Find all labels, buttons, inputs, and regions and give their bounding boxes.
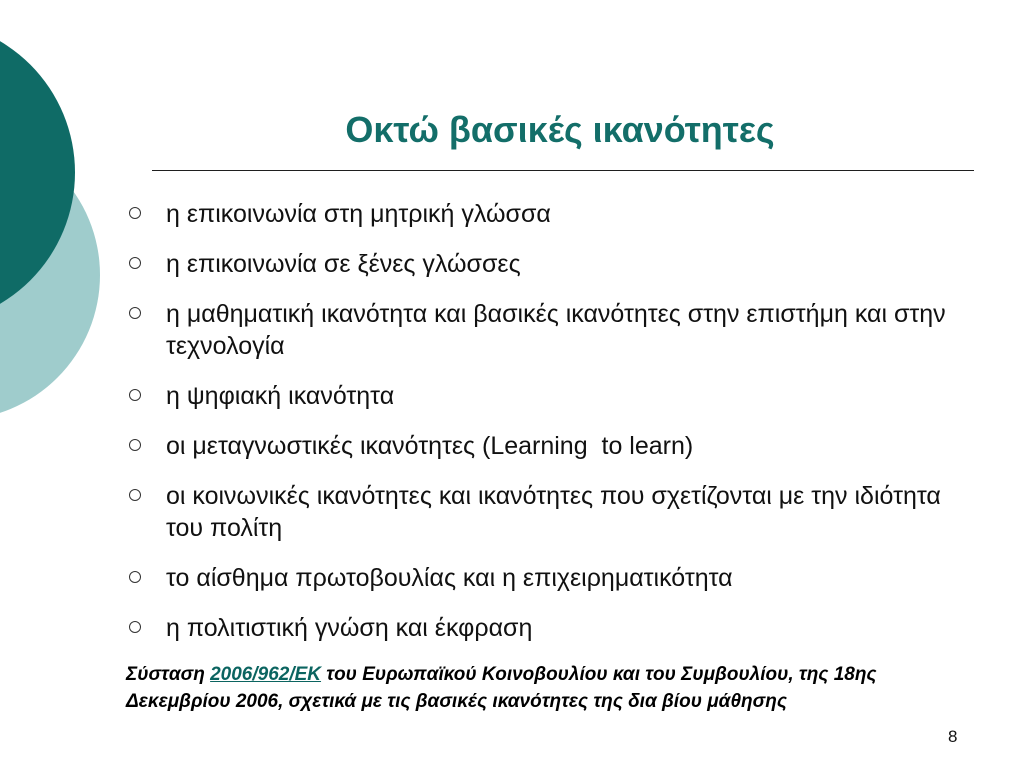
circle-bullet-icon	[129, 389, 141, 401]
circle-bullet-icon	[129, 489, 141, 501]
footnote-prefix: Σύσταση	[126, 664, 211, 685]
bullet-list	[126, 198, 976, 662]
bullet-text: η επικοινωνία στη μητρική γλώσσα	[166, 200, 551, 228]
circle-bullet-icon	[129, 257, 141, 269]
bullet-item	[126, 430, 976, 462]
directive-link[interactable]: 2006/962/ΕΚ	[210, 664, 322, 685]
bullet-text: οι κοινωνικές ικανότητες και ικανότητες που σχετίζονται με την ιδιότητα του πολίτη	[166, 482, 941, 542]
title-divider	[152, 170, 974, 171]
bullet-text: το αίσθημα πρωτοβουλίας και η επιχειρηματικότητα	[166, 564, 733, 592]
bullet-text: η επικοινωνία σε ξένες γλώσσες	[166, 250, 521, 278]
bullet-item	[126, 298, 976, 362]
bullet-item	[126, 480, 976, 544]
bullet-item	[126, 248, 976, 280]
bullet-item	[126, 198, 976, 230]
citation-footnote	[126, 661, 941, 715]
circle-bullet-icon	[129, 571, 141, 583]
bullet-item	[126, 562, 976, 594]
circle-bullet-icon	[129, 621, 141, 633]
page-number: 8	[948, 727, 958, 746]
bullet-text: η πολιτιστική γνώση και έκφραση	[166, 614, 533, 642]
slide-title: Οκτώ βασικές ικανότητες	[345, 109, 775, 150]
bullet-text: οι μεταγνωστικές ικανότητες (Learning to learn)	[166, 432, 694, 460]
circle-bullet-icon	[129, 207, 141, 219]
bullet-item	[126, 612, 976, 644]
circle-bullet-icon	[129, 307, 141, 319]
bullet-item	[126, 380, 976, 412]
circle-bullet-icon	[129, 439, 141, 451]
bullet-text: η ψηφιακή ικανότητα	[166, 382, 395, 410]
bullet-text: η μαθηματική ικανότητα και βασικές ικανότητες στην επιστήμη και στην τεχνολογία	[166, 300, 946, 360]
footnote-suffix: του Ευρωπαϊκού Κοινοβουλίου και του Συμβουλίου, της 18ης Δεκεμβρίου 2006, σχετικά με τις βασικές ικανότητες της δια βίου μάθησης	[126, 664, 877, 712]
